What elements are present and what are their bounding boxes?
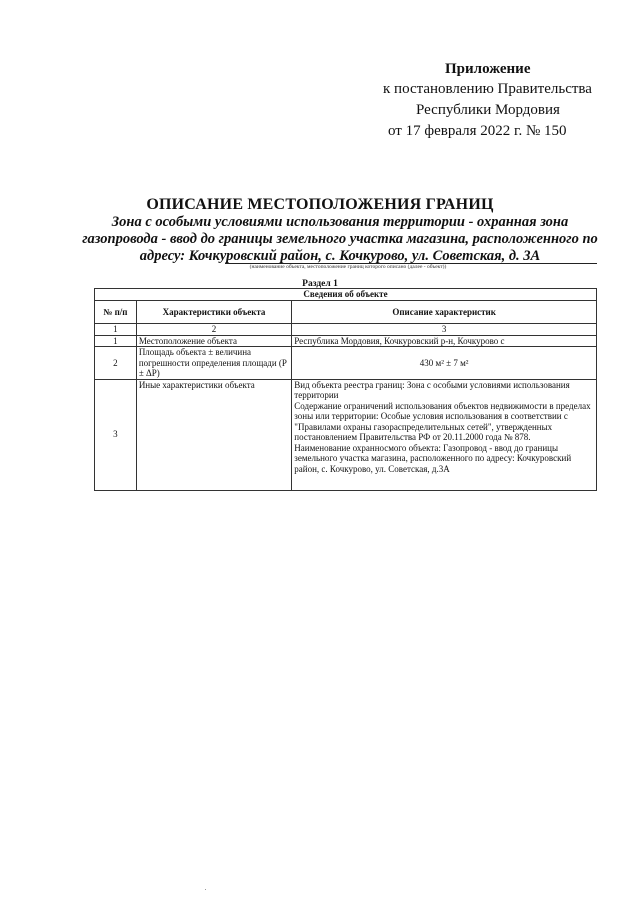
row-description: 430 м² ± 7 м²: [292, 347, 597, 380]
annex-title: Приложение: [445, 61, 531, 77]
col-number-3: 3: [292, 324, 597, 336]
description-paragraph: Содержание ограничений использования объектов недвижимости в пределах зоны или территории: Особые условия использования в соответствии с "Правилами охраны газораспределительных сетей", утвержденных постановлением Правительства РФ от 20.11.2000 года № 878.: [294, 400, 591, 442]
annex-line-3: от 17 февраля 2022 г. № 150: [388, 123, 567, 139]
section-label: Раздел 1: [302, 279, 338, 289]
row-description: Республика Мордовия, Кочкуровский р-н, Кочкурово с: [292, 335, 597, 347]
table-row: [95, 347, 597, 380]
table-row: [95, 379, 597, 490]
col-number-1: 1: [95, 324, 137, 336]
row-number: 1: [95, 335, 137, 347]
table-row: [95, 335, 597, 347]
object-info-table: [94, 288, 597, 491]
object-caption: (наименование объекта, местоположение границ которого описано (далее - объект)): [249, 264, 447, 270]
row-number: 2: [95, 347, 137, 380]
row-characteristic: Иные характеристики объекта: [136, 379, 291, 490]
col-number-2: 2: [136, 324, 291, 336]
row-characteristic: Местоположение объекта: [136, 335, 291, 347]
row-number: 3: [95, 379, 137, 490]
document-title: ОПИСАНИЕ МЕСТОПОЛОЖЕНИЯ ГРАНИЦ: [146, 196, 494, 213]
document-subtitle: Зона с особыми условиями использования территории - охранная зона газопровода - ввод до границы земельного участка магазина, расположенного по адресу: Кочкуровский район, с. Кочкурово, ул. Советская, д. 3А: [82, 214, 598, 264]
row-description: [292, 379, 597, 490]
description-paragraph: Наименование охранносмого объекта: Газопровод - ввод до границы земельного участка магазина, расположенного по адресу: Кочкуровский район, с. Кочкурово, ул. Советская, д.3А: [294, 442, 572, 474]
header-description: Описание характеристик: [292, 301, 597, 324]
annex-line-2: Республики Мордовия: [416, 102, 560, 118]
annex-line-1: к постановлению Правительства: [383, 81, 592, 97]
header-characteristic: Характеристики объекта: [136, 301, 291, 324]
header-number: № п/п: [95, 301, 137, 324]
scan-speck: [205, 889, 206, 890]
row-characteristic: Площадь объекта ± величина погрешности определения площади (P ± ΔP): [136, 347, 291, 380]
description-paragraph: Вид объекта реестра границ: Зона с особыми условиями использования территории: [294, 379, 570, 400]
table-title: Сведения об объекте: [95, 289, 597, 301]
